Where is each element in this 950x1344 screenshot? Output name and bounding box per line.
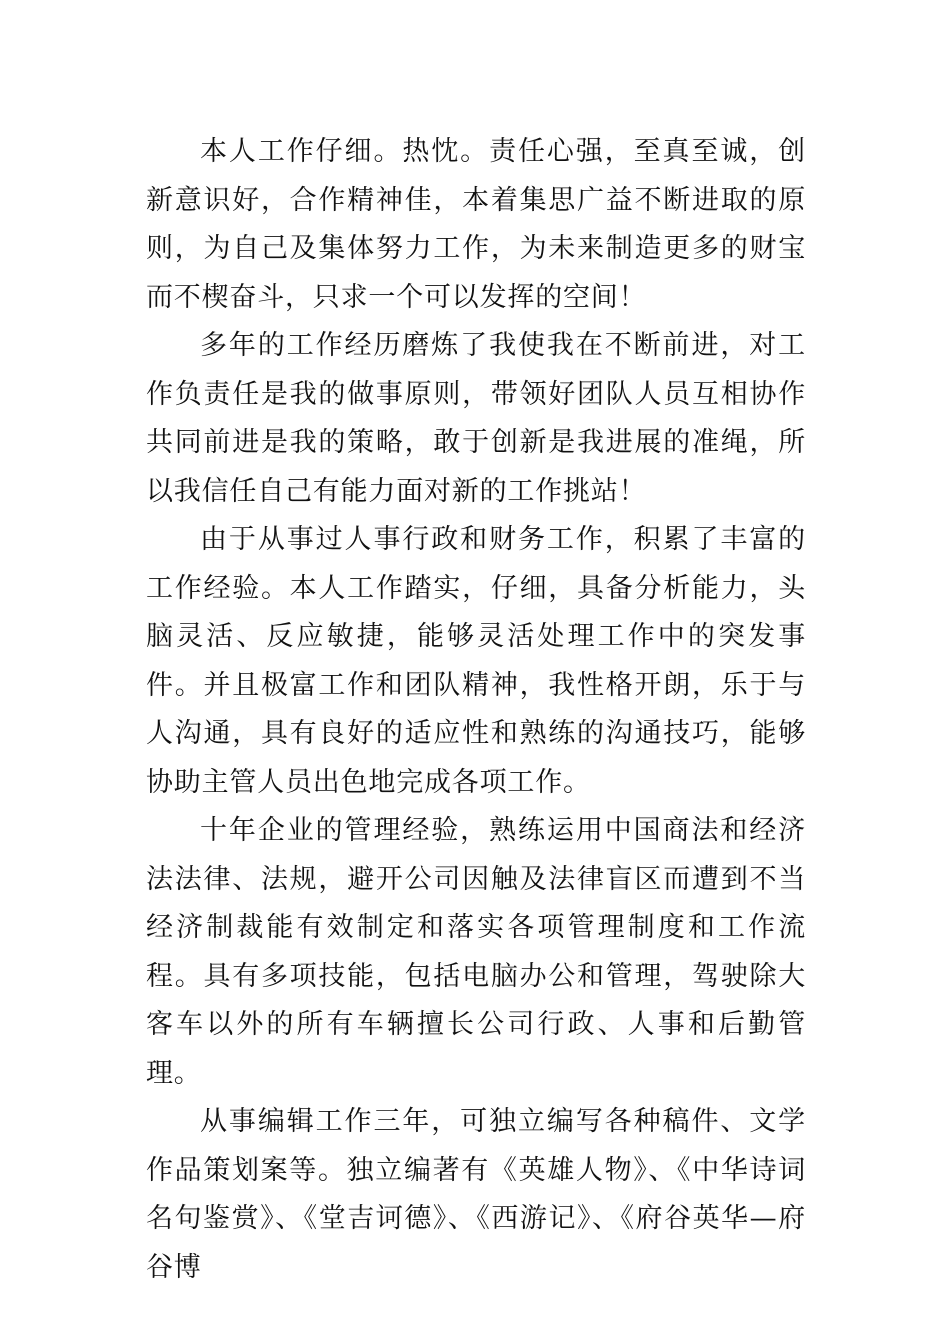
paragraph-hr-finance: 由于从事过人事行政和财务工作，积累了丰富的工作经验。本人工作踏实，仔细，具备分析能力，头脑灵活、反应敏捷，能够灵活处理工作中的突发事件。并且极富工作和团队精神，我性格开朗，乐于与人沟通，具有良好的适应性和熟练的沟通技巧，能够协助主管人员出色地完成各项工作。 [146, 524, 806, 798]
document-body [146, 128, 806, 1292]
paragraph-editing: 从事编辑工作三年，可独立编写各种稿件、文学作品策划案等。独立编著有《英雄人物》、《中华诗词名句鉴赏》、《堂吉诃德》、《西游记》、《府谷英华—府谷博 [146, 1106, 806, 1283]
paragraph-work-experience: 多年的工作经历磨炼了我使我在不断前进，对工作负责任是我的做事原则，带领好团队人员互相协作共同前进是我的策略，敢于创新是我进展的准绳，所以我信任自己有能力面对新的工作挑站！ [146, 330, 806, 507]
paragraph-management: 十年企业的管理经验，熟练运用中国商法和经济法法律、法规，避开公司因触及法律盲区而遭到不当经济制裁能有效制定和落实各项管理制度和工作流程。具有多项技能，包括电脑办公和管理，驾驶除大客车以外的所有车辆擅长公司行政、人事和后勤管理。 [146, 815, 806, 1089]
paragraph-work-attitude: 本人工作仔细。热忱。责任心强，至真至诚，创新意识好，合作精神佳，本着集思广益不断进取的原则，为自己及集体努力工作，为未来制造更多的财宝而不楔奋斗，只求一个可以发挥的空间！ [146, 136, 806, 313]
